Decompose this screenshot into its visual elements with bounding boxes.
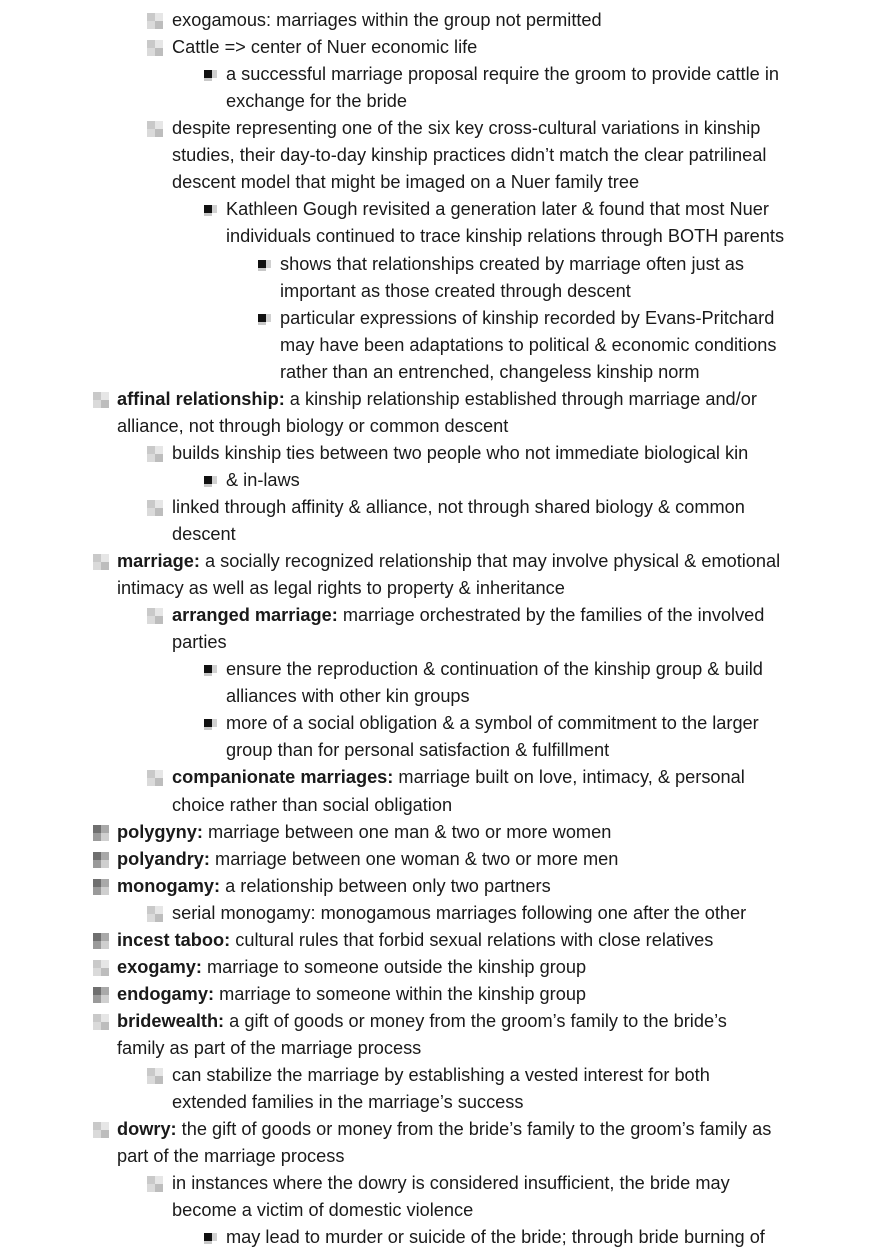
term: endogamy: [117, 983, 215, 1004]
definition-text: alliance, not through biology or common descent [117, 415, 509, 436]
item-text [172, 1089, 523, 1116]
item-text [172, 34, 477, 61]
bullet-icon [147, 770, 163, 786]
bullet-icon [93, 933, 109, 949]
item-text [280, 332, 776, 359]
item-text [280, 359, 700, 386]
definition-text: linked through affinity & alliance, not through shared biology & common [172, 496, 745, 517]
definition-text: marriage to someone within the kinship group [214, 983, 587, 1004]
item-text [117, 1008, 727, 1035]
definition-text: exchange for the bride [226, 91, 407, 112]
bullet-icon [255, 257, 271, 273]
term: affinal relationship: [117, 388, 285, 409]
bullet-icon [93, 1122, 109, 1138]
bullet-icon [93, 392, 109, 408]
definition-text: ensure the reproduction & continuation of the kinship group & build [226, 659, 763, 680]
definition-text: important as those created through descent [280, 280, 631, 301]
item-text [117, 1116, 771, 1143]
item-text [226, 61, 779, 88]
item-text [226, 196, 769, 223]
item-text [117, 873, 551, 900]
item-text [280, 251, 744, 278]
item-text [172, 1062, 710, 1089]
item-text [172, 169, 639, 196]
bullet-icon [93, 852, 109, 868]
term: companionate marriages: [172, 767, 394, 788]
definition-text: Kathleen Gough revisited a generation later & found that most Nuer [226, 199, 769, 220]
item-text [226, 223, 784, 250]
definition-text: despite representing one of the six key cross-cultural variations in kinship [172, 118, 761, 139]
definition-text: more of a social obligation & a symbol of commitment to the larger [226, 713, 759, 734]
item-text [117, 575, 565, 602]
bullet-icon [201, 716, 217, 732]
definition-text: the gift of goods or money from the bride’s family to the groom’s family as [176, 1119, 772, 1139]
definition-text: cultural rules that forbid sexual relations with close relatives [230, 929, 714, 950]
bullet-icon [201, 1230, 217, 1246]
item-text [117, 413, 508, 440]
definition-text: marriage to someone outside the kinship group [201, 956, 587, 977]
item-text [172, 115, 760, 142]
bullet-icon [147, 446, 163, 462]
item-text [172, 7, 602, 34]
definition-text: studies, their day-to-day kinship practices didn’t match the clear patrilineal [172, 145, 767, 166]
item-text [226, 710, 759, 737]
definition-text: marriage between one woman & two or more men [209, 848, 619, 869]
definition-text: individuals continued to trace kinship relations through BOTH parents [226, 226, 785, 247]
item-text [172, 1170, 730, 1197]
definition-text: Cattle => center of Nuer economic life [172, 37, 478, 57]
bullet-icon [147, 608, 163, 624]
definition-text: & in-laws [226, 469, 300, 490]
term: exogamy: [117, 956, 202, 977]
definition-text: may lead to murder or suicide of the bride; through bride burning of [226, 1227, 765, 1248]
item-text [226, 737, 609, 764]
item-text [226, 467, 300, 494]
definition-text: family as part of the marriage process [117, 1037, 422, 1058]
definition-text: part of the marriage process [117, 1146, 345, 1167]
definition-text: extended families in the marriage’s success [172, 1092, 524, 1112]
item-text [117, 1035, 421, 1062]
item-text [172, 1197, 473, 1224]
bullet-icon [93, 987, 109, 1003]
bullet-icon [201, 202, 217, 218]
term: dowry: [117, 1119, 177, 1139]
bullet-icon [255, 311, 271, 327]
item-text [172, 494, 745, 521]
bullet-icon [147, 121, 163, 137]
definition-text: become a victim of domestic violence [172, 1200, 474, 1221]
bullet-icon [93, 960, 109, 976]
definition-text: a successful marriage proposal require the groom to provide cattle in [226, 64, 779, 85]
item-text [172, 764, 745, 791]
definition-text: builds kinship ties between two people who not immediate biological kin [172, 442, 749, 463]
term: bridewealth: [117, 1010, 225, 1031]
bullet-icon [147, 500, 163, 516]
item-text [226, 656, 763, 683]
item-text [117, 954, 586, 981]
bullet-icon [201, 473, 217, 489]
definition-text: group than for personal satisfaction & fulfillment [226, 740, 610, 761]
term: arranged marriage: [172, 605, 338, 626]
definition-text: may have been adaptations to political & economic conditions [280, 334, 777, 355]
bullet-icon [93, 1014, 109, 1030]
definition-text: intimacy as well as legal rights to property & inheritance [117, 578, 565, 599]
bullet-icon [201, 67, 217, 83]
definition-text: serial monogamy: monogamous marriages following one after the other [172, 902, 747, 923]
item-text [172, 792, 452, 819]
definition-text: a gift of goods or money from the groom’s family to the bride’s [224, 1010, 727, 1031]
item-text [117, 927, 713, 954]
term: polygyny: [117, 821, 203, 842]
item-text [172, 629, 227, 656]
item-text [117, 819, 611, 846]
definition-text: particular expressions of kinship recorded by Evans-Pritchard [280, 307, 775, 328]
term: polyandry: [117, 848, 210, 869]
bullet-icon [93, 879, 109, 895]
bullet-icon [147, 906, 163, 922]
bullet-icon [93, 554, 109, 570]
definition-text: can stabilize the marriage by establishing a vested interest for both [172, 1065, 710, 1085]
item-text [226, 683, 470, 710]
definition-text: in instances where the dowry is considered insufficient, the bride may [172, 1173, 730, 1194]
item-text [226, 88, 407, 115]
bullet-icon [147, 13, 163, 29]
term: incest taboo: [117, 929, 231, 950]
bullet-icon [201, 662, 217, 678]
definition-text: shows that relationships created by marriage often just as [280, 253, 745, 274]
item-text [172, 521, 236, 548]
term: marriage: [117, 551, 200, 571]
definition-text: exogamous: marriages within the group not permitted [172, 10, 602, 30]
bullet-icon [93, 825, 109, 841]
definition-text: choice rather than social obligation [172, 794, 453, 815]
definition-text: marriage orchestrated by the families of the involved [337, 605, 765, 626]
item-text [280, 278, 631, 305]
definition-text: rather than an entrenched, changeless kinship norm [280, 361, 700, 382]
item-text [117, 386, 757, 413]
item-text [117, 981, 586, 1008]
definition-text: alliances with other kin groups [226, 686, 470, 707]
item-text [172, 440, 748, 467]
item-text [117, 548, 780, 575]
item-text [280, 305, 774, 332]
definition-text: descent [172, 524, 236, 544]
item-text [172, 900, 746, 927]
bullet-icon [147, 1068, 163, 1084]
definition-text: descent model that might be imaged on a Nuer family tree [172, 172, 640, 193]
bullet-icon [147, 1176, 163, 1192]
definition-text: marriage built on love, intimacy, & personal [393, 767, 745, 788]
item-text [117, 1143, 344, 1170]
item-text [117, 846, 618, 873]
item-text [172, 142, 766, 169]
term: monogamy: [117, 875, 221, 896]
definition-text: marriage between one man & two or more women [202, 821, 612, 842]
definition-text: a kinship relationship established through marriage and/or [284, 388, 757, 409]
definition-text: a relationship between only two partners [220, 875, 551, 896]
definition-text: parties [172, 632, 227, 653]
definition-text: a socially recognized relationship that may involve physical & emotional [199, 551, 781, 571]
bullet-icon [147, 40, 163, 56]
item-text [172, 602, 764, 629]
